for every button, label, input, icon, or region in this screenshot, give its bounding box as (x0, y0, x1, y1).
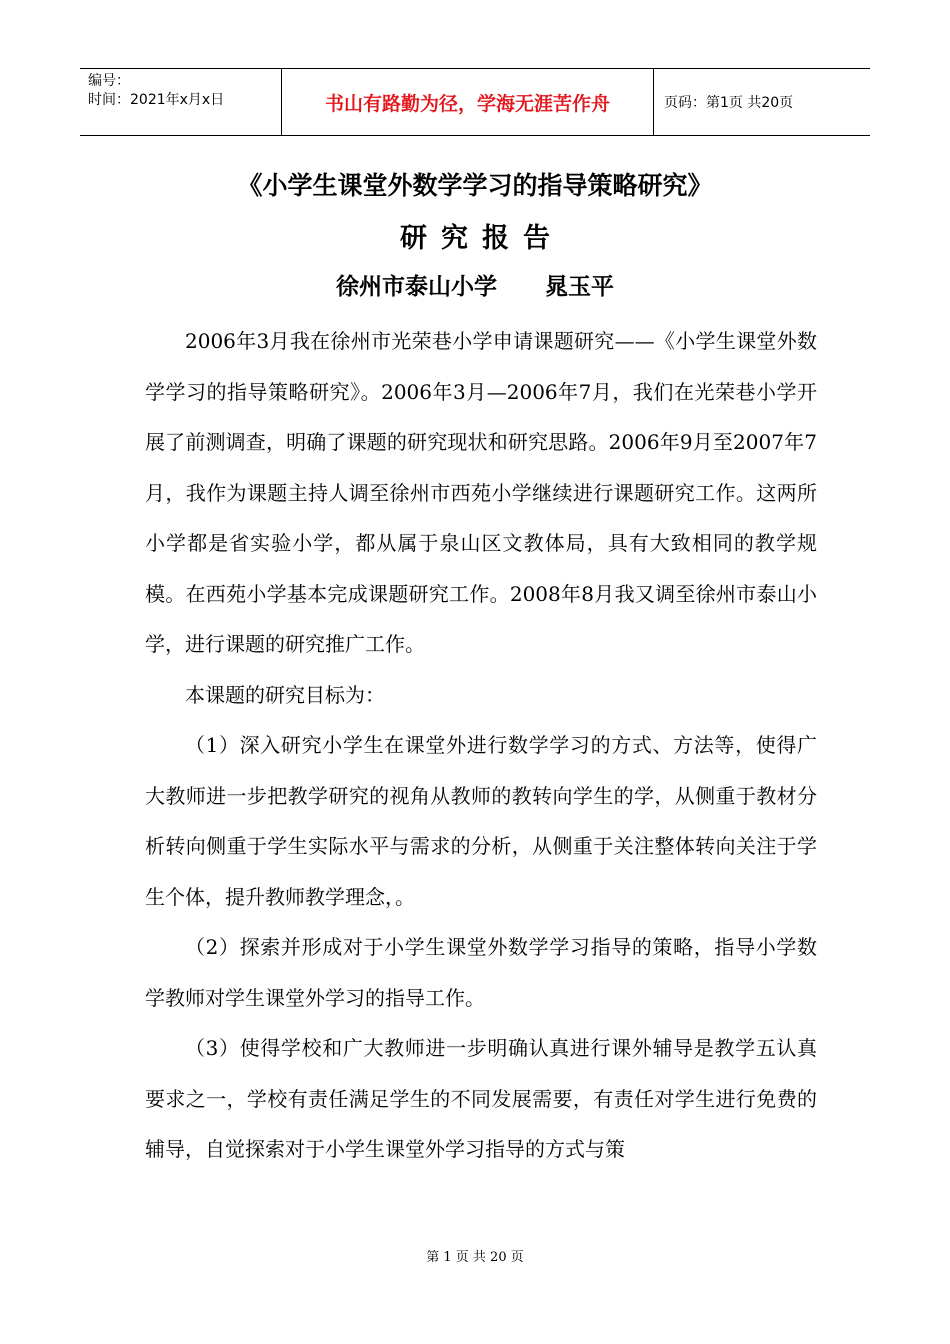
document-body (145, 316, 817, 1175)
paragraph: （1）深入研究小学生在课堂外进行数学学习的方式、方法等，使得广大教师进一步把教学研究的视角从教师的教转向学生的学，从侧重于教材分析转向侧重于学生实际水平与需求的分析，从侧重于关注整体转向关注于学生个体，提升教师教学理念，。 (145, 733, 817, 909)
document-subtitle: 研究报告 (400, 223, 564, 254)
paragraph: 2006年3月我在徐州市光荣巷小学申请课题研究——《小学生课堂外数学学习的指导策略研究》。2006年3月—2006年7月，我们在光荣巷小学开展了前测调查，明确了课题的研究现状和研究思路。2006年9月至2007年7月，我作为课题主持人调至徐州市西苑小学继续进行课题研究工作。这两所小学都是省实验小学，都从属于泉山区文教体局，具有大致相同的教学规模。在西苑小学基本完成课题研究工作。2008年8月我又调至徐州市泰山小学，进行课题的研究推广工作。 (145, 329, 817, 656)
author-line (0, 268, 950, 301)
header-motto: 书山有路勤为径，学海无涯苦作舟 (282, 69, 654, 135)
header-table (80, 68, 870, 136)
paragraph: 本课题的研究目标为： (185, 682, 385, 707)
document-title: 《小学生课堂外数学学习的指导策略研究》 (237, 171, 713, 200)
school-name: 徐州市泰山小学 (336, 273, 497, 300)
number-label: 编号： (88, 73, 130, 89)
paragraph: （2）探索并形成对于小学生课堂外数学学习指导的策略，指导小学数学教师对学生课堂外学习的指导工作。 (145, 935, 817, 1010)
date-label: 时间：2021年x月x日 (88, 92, 225, 108)
author-name: 晁玉平 (545, 273, 614, 300)
header-meta (80, 69, 282, 135)
paragraph: （3）使得学校和广大教师进一步明确认真进行课外辅导是教学五认真要求之一，学校有责任满足学生的不同发展需要，有责任对学生进行免费的辅导，自觉探索对于小学生课堂外学习指导的方式与策 (145, 1036, 817, 1161)
page-footer: 第 1 页 共 20 页 (426, 1250, 524, 1265)
header-page-info: 页码：第1页 共20页 (664, 95, 794, 111)
